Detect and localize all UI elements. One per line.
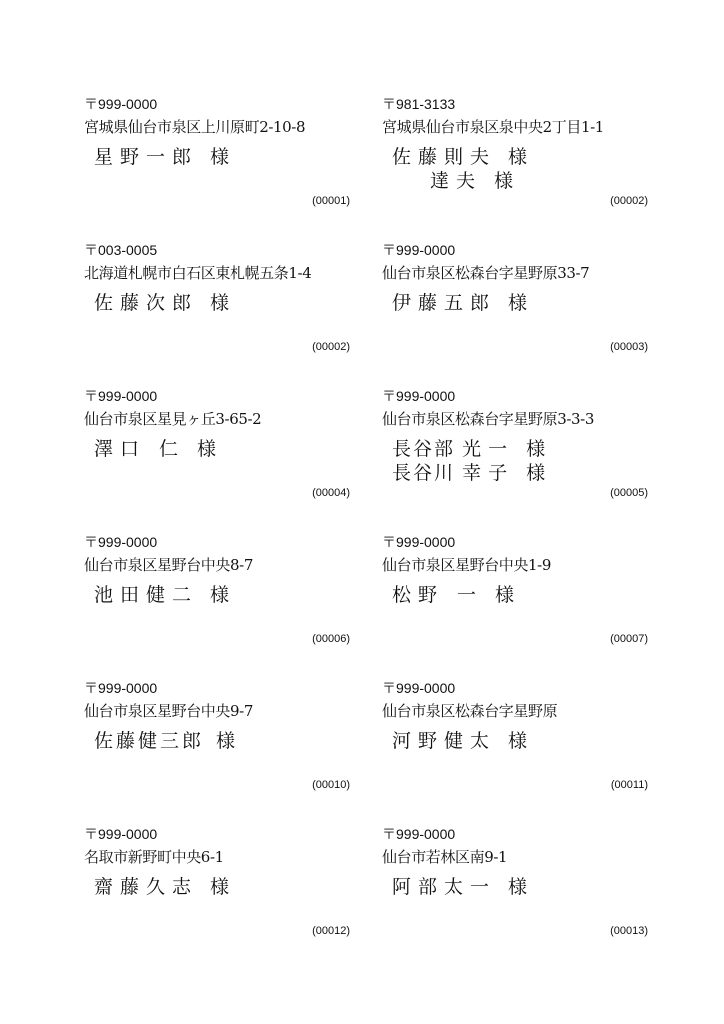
honorific: 様 [508,146,528,168]
honorific: 様 [210,584,230,606]
recipient-name-line [392,461,545,485]
address-line: 名取市新野町中央6-1 [84,848,224,866]
address-line: 仙台市泉区星野台中央1-9 [382,556,551,574]
recipient-name: 達夫 [430,170,483,192]
recipient-name-line [392,875,527,899]
record-code: (00012) [312,925,350,937]
postal-code: 〒999-0000 [84,534,158,550]
honorific: 様 [508,730,528,752]
recipient-name: 星野一郎 [94,146,199,168]
postal-code: 〒999-0000 [382,534,456,550]
record-code: (00010) [312,779,350,791]
recipient-name-line [94,437,216,461]
recipient-name-line [392,437,545,461]
recipient-names [94,437,216,461]
recipient-name-line [392,729,527,753]
honorific: 様 [508,292,528,314]
recipient-name-line [392,145,527,169]
address-line: 仙台市泉区松森台字星野原 [382,702,558,720]
recipient-name-line [94,583,229,607]
postal-code: 〒999-0000 [84,96,158,112]
recipient-name-line [94,729,235,753]
recipient-family-name: 長谷部 [392,438,456,460]
address-label [382,96,662,236]
address-line: 仙台市泉区星野台中央8-7 [84,556,253,574]
record-code: (00002) [312,341,350,353]
recipient-names [94,875,229,899]
honorific: 様 [210,146,230,168]
record-code: (00002) [610,195,648,207]
address-label [84,534,364,674]
address-label [84,826,364,966]
recipient-name: 佐藤則夫 [392,146,497,168]
address-line: 北海道札幌市白石区東札幌五条1-4 [84,264,312,282]
address-label [84,242,364,382]
recipient-name-line [94,145,229,169]
postal-code: 〒999-0000 [382,242,456,258]
honorific: 様 [210,292,230,314]
recipient-names [94,291,229,315]
record-code: (00003) [610,341,648,353]
postal-code: 〒999-0000 [84,826,158,842]
postal-code: 〒999-0000 [382,680,456,696]
postal-code: 〒981-3133 [382,96,456,112]
honorific: 様 [216,730,236,752]
honorific: 様 [495,584,515,606]
postal-code: 〒003-0005 [84,242,158,258]
recipient-name-line [94,875,229,899]
recipient-name-line [392,169,527,193]
recipient-name: 澤口 仁 [94,438,186,460]
record-code: (00013) [610,925,648,937]
recipient-name: 伊藤五郎 [392,292,497,314]
postal-code: 〒999-0000 [84,388,158,404]
recipient-name: 阿部太一 [392,876,497,898]
address-label [382,680,662,820]
address-label [382,534,662,674]
recipient-name: 池田健二 [94,584,199,606]
record-code: (00001) [312,195,350,207]
address-label [84,388,364,528]
record-code: (00006) [312,633,350,645]
address-label [84,96,364,236]
postal-code: 〒999-0000 [84,680,158,696]
recipient-names [392,437,545,485]
recipient-name-line [392,291,527,315]
honorific: 様 [197,438,217,460]
recipient-names [392,583,514,607]
recipient-family-name: 長谷川 [392,462,456,484]
address-line: 仙台市泉区星見ヶ丘3-65-2 [84,410,262,428]
recipient-name: 松野 一 [392,584,484,606]
record-code: (00007) [610,633,648,645]
recipient-name: 齋藤久志 [94,876,199,898]
record-code: (00004) [312,487,350,499]
record-code: (00011) [610,779,648,791]
postal-code: 〒999-0000 [382,826,456,842]
address-line: 宮城県仙台市泉区泉中央2丁目1-1 [382,118,604,136]
honorific: 様 [210,876,230,898]
address-label [382,388,662,528]
recipient-name: 佐藤健三郎 [94,730,205,752]
recipient-names [94,729,235,753]
recipient-name-line [392,583,514,607]
address-line: 仙台市泉区星野台中央9-7 [84,702,253,720]
recipient-given-name: 幸子 [462,462,515,484]
address-line: 仙台市若林区南9-1 [382,848,508,866]
recipient-name: 河野健太 [392,730,497,752]
recipient-names [94,583,229,607]
recipient-names [392,875,527,899]
recipient-names [94,145,229,169]
recipient-name-line [94,291,229,315]
address-line: 仙台市泉区松森台字星野原33-7 [382,264,590,282]
address-label [382,242,662,382]
address-label [84,680,364,820]
recipient-given-name: 光一 [462,438,515,460]
honorific: 様 [526,438,546,460]
honorific: 様 [526,462,546,484]
recipient-name: 佐藤次郎 [94,292,199,314]
honorific: 様 [508,876,528,898]
postal-code: 〒999-0000 [382,388,456,404]
address-line: 宮城県仙台市泉区上川原町2-10-8 [84,118,306,136]
address-line: 仙台市泉区松森台字星野原3-3-3 [382,410,594,428]
honorific: 様 [494,170,514,192]
recipient-names [392,291,527,315]
address-label [382,826,662,966]
record-code: (00005) [610,487,648,499]
recipient-names [392,729,527,753]
recipient-names [392,145,527,193]
